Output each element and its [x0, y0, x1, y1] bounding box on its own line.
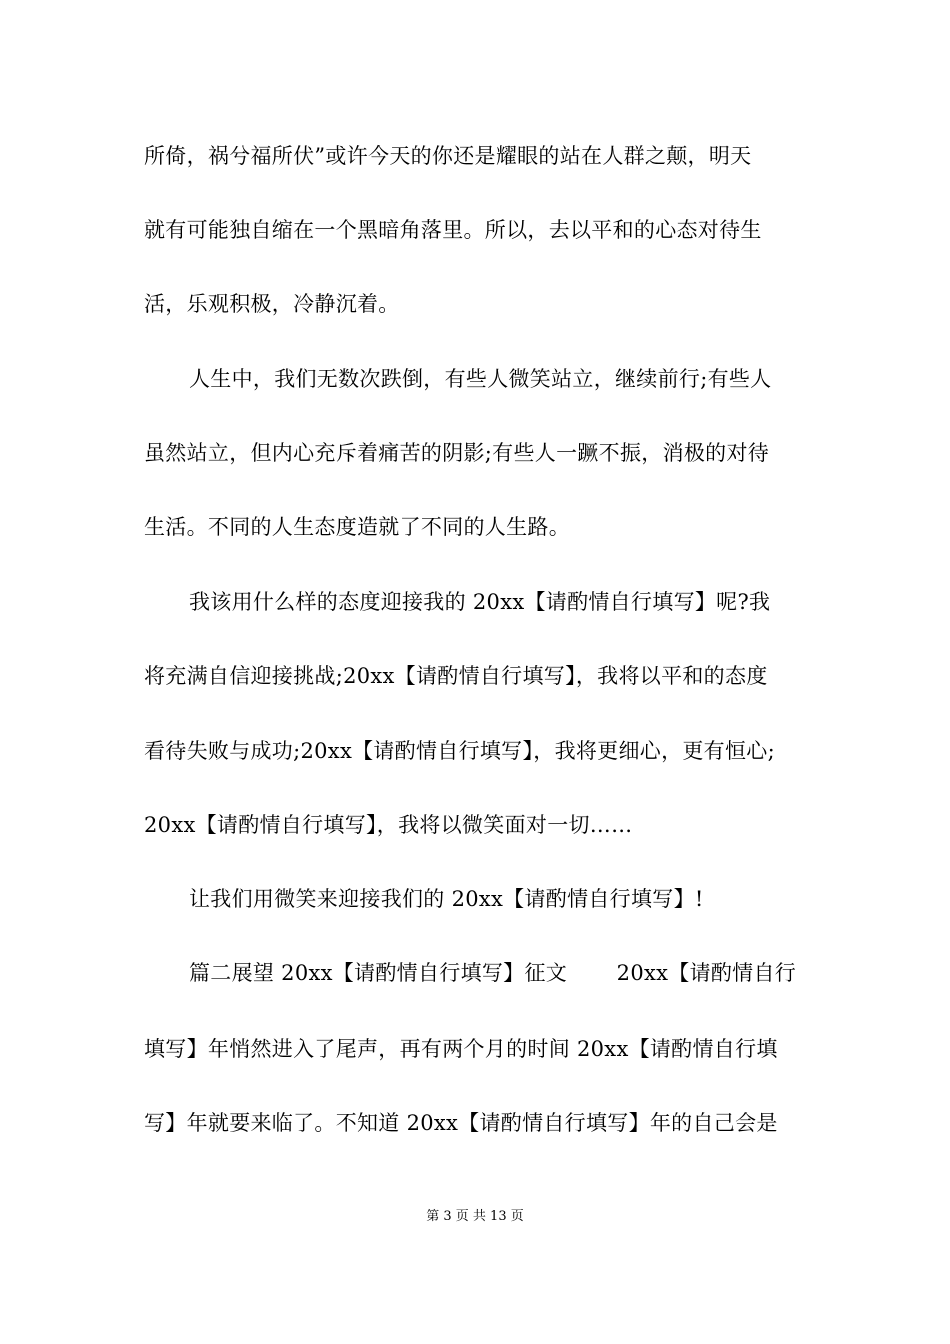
- text-line-11: 让我们用微笑来迎接我们的 20xx【请酌情自行填写】!: [189, 887, 704, 911]
- text-line-14: 写】年就要来临了。不知道 20xx【请酌情自行填写】年的自己会是: [144, 1111, 778, 1135]
- text-line-8: 将充满自信迎接挑战;20xx【请酌情自行填写】，我将以平和的态度: [144, 664, 768, 688]
- text-line-2: 就有可能独自缩在一个黑暗角落里。所以，去以平和的心态对待生: [144, 218, 762, 242]
- text-line-7: 我该用什么样的态度迎接我的 20xx【请酌情自行填写】呢?我: [189, 590, 771, 614]
- text-line-12: 篇二展望 20xx【请酌情自行填写】征文 20xx【请酌情自行: [189, 961, 797, 985]
- text-line-1: 所倚，祸兮福所伏”或许今天的你还是耀眼的站在人群之颠，明天: [144, 144, 752, 168]
- page-number-footer: 第 3 页 共 13 页: [426, 1209, 524, 1224]
- text-line-13: 填写】年悄然进入了尾声，再有两个月的时间 20xx【请酌情自行填: [144, 1037, 778, 1061]
- text-line-4: 人生中，我们无数次跌倒，有些人微笑站立，继续前行;有些人: [189, 367, 772, 391]
- text-line-6: 生活。不同的人生态度造就了不同的人生路。: [144, 515, 570, 539]
- text-line-5: 虽然站立，但内心充斥着痛苦的阴影;有些人一蹶不振，消极的对待: [144, 441, 770, 465]
- text-line-10: 20xx【请酌情自行填写】，我将以微笑面对一切……: [144, 813, 633, 837]
- text-line-9: 看待失败与成功;20xx【请酌情自行填写】，我将更细心，更有恒心;: [144, 739, 775, 763]
- text-line-3: 活，乐观积极，冷静沉着。: [144, 292, 400, 316]
